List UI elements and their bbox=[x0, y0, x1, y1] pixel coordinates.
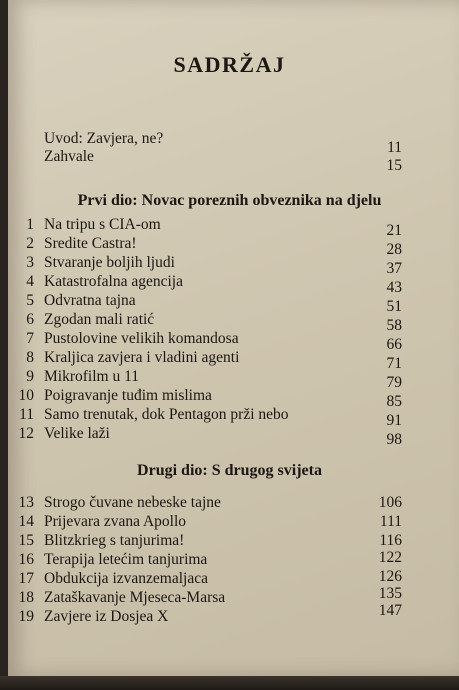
chapter-number: 16 bbox=[18, 551, 34, 568]
chapter-number: 1 bbox=[26, 216, 34, 233]
toc-entry bbox=[0, 254, 459, 277]
chapter-number: 10 bbox=[18, 387, 34, 404]
toc-entry-label: Zahvale bbox=[44, 148, 94, 165]
toc-entry bbox=[0, 148, 459, 174]
chapter-page: 126 bbox=[378, 568, 402, 585]
chapter-title: Blitzkrieg s tanjurima! bbox=[44, 532, 185, 549]
chapter-page: 71 bbox=[386, 355, 402, 372]
part-heading: Prvi dio: Novac poreznih obveznika na djelu bbox=[77, 192, 382, 209]
chapter-title: Poigravanje tuđim mislima bbox=[44, 387, 212, 404]
toc-entry bbox=[0, 513, 459, 533]
chapter-page: 21 bbox=[386, 222, 402, 239]
toc-entry bbox=[0, 235, 459, 258]
chapter-number: 7 bbox=[26, 330, 34, 347]
toc-entry bbox=[0, 273, 459, 296]
toc-entry bbox=[0, 349, 459, 372]
chapter-page: 66 bbox=[386, 336, 402, 353]
chapter-number: 13 bbox=[18, 494, 34, 511]
chapter-number: 3 bbox=[26, 254, 34, 271]
chapter-page: 116 bbox=[379, 532, 402, 549]
chapter-title: Zataškavanje Mjeseca-Marsa bbox=[44, 589, 226, 606]
toc-entry-label: Uvod: Zavjera, ne? bbox=[44, 130, 164, 147]
chapter-number: 15 bbox=[18, 532, 34, 549]
chapter-page: 147 bbox=[378, 602, 402, 619]
chapter-page: 98 bbox=[386, 431, 402, 448]
chapter-title: Velike laži bbox=[44, 425, 110, 442]
toc-entry-page: 11 bbox=[387, 139, 402, 156]
toc-entry bbox=[0, 130, 459, 156]
chapter-title: Terapija letećim tanjurima bbox=[44, 551, 208, 568]
chapter-title: Na tripu s CIA-om bbox=[44, 216, 161, 233]
chapter-page: 51 bbox=[386, 298, 402, 315]
chapter-page: 111 bbox=[379, 513, 402, 530]
chapter-page: 58 bbox=[386, 317, 402, 334]
chapter-page: 135 bbox=[378, 585, 402, 602]
chapter-number: 18 bbox=[18, 589, 34, 606]
toc-entry bbox=[0, 368, 459, 391]
chapter-title: Obdukcija izvanzemaljaca bbox=[44, 570, 208, 587]
chapter-page: 106 bbox=[378, 494, 402, 511]
toc-entry bbox=[0, 311, 459, 334]
chapter-number: 8 bbox=[26, 349, 34, 366]
chapter-title: Zavjere iz Dosjea X bbox=[44, 608, 169, 625]
chapter-page: 85 bbox=[386, 393, 402, 410]
page-title: SADRŽAJ bbox=[173, 52, 286, 77]
chapter-title: Stvaranje boljih ljudi bbox=[44, 254, 175, 271]
chapter-title: Zgodan mali ratić bbox=[44, 311, 155, 328]
chapter-title: Katastrofalna agencija bbox=[44, 273, 183, 290]
chapter-number: 2 bbox=[26, 235, 34, 252]
chapter-title: Mikrofilm u 11 bbox=[44, 368, 140, 385]
chapter-page: 122 bbox=[378, 549, 402, 566]
chapter-number: 12 bbox=[18, 425, 34, 442]
chapter-title: Prijevara zvana Apollo bbox=[44, 513, 187, 530]
chapter-number: 19 bbox=[18, 608, 34, 625]
toc-entry bbox=[0, 387, 459, 410]
chapter-number: 9 bbox=[26, 368, 34, 385]
chapter-title: Odvratna tajna bbox=[44, 292, 136, 309]
page-bottom-edge bbox=[0, 676, 459, 690]
toc-entry bbox=[0, 216, 459, 239]
chapter-number: 6 bbox=[26, 311, 34, 328]
chapter-number: 11 bbox=[19, 406, 34, 423]
chapter-page: 37 bbox=[386, 260, 402, 277]
chapter-number: 17 bbox=[18, 570, 34, 587]
chapter-title: Sredite Castra! bbox=[44, 235, 137, 252]
part-heading: Drugi dio: S drugog svijeta bbox=[137, 462, 322, 479]
chapter-page: 28 bbox=[386, 241, 402, 258]
chapter-title: Pustolovine velikih komandosa bbox=[44, 330, 239, 347]
toc-entry bbox=[0, 330, 459, 353]
chapter-number: 4 bbox=[26, 273, 34, 290]
chapter-number: 5 bbox=[26, 292, 34, 309]
toc-entry-page: 15 bbox=[386, 157, 402, 174]
chapter-page: 43 bbox=[386, 279, 402, 296]
toc-entry bbox=[0, 425, 459, 448]
chapter-page: 91 bbox=[386, 412, 402, 429]
chapter-title: Strogo čuvane nebeske tajne bbox=[44, 494, 221, 511]
chapter-number: 14 bbox=[18, 513, 34, 530]
toc-entry bbox=[0, 292, 459, 315]
chapter-title: Kraljica zavjera i vladini agenti bbox=[44, 349, 240, 366]
chapter-title: Samo trenutak, dok Pentagon prži nebo bbox=[44, 406, 289, 423]
toc-entry bbox=[0, 602, 459, 628]
toc-entry bbox=[0, 494, 459, 514]
toc-entry bbox=[0, 406, 459, 429]
chapter-page: 79 bbox=[386, 374, 402, 391]
